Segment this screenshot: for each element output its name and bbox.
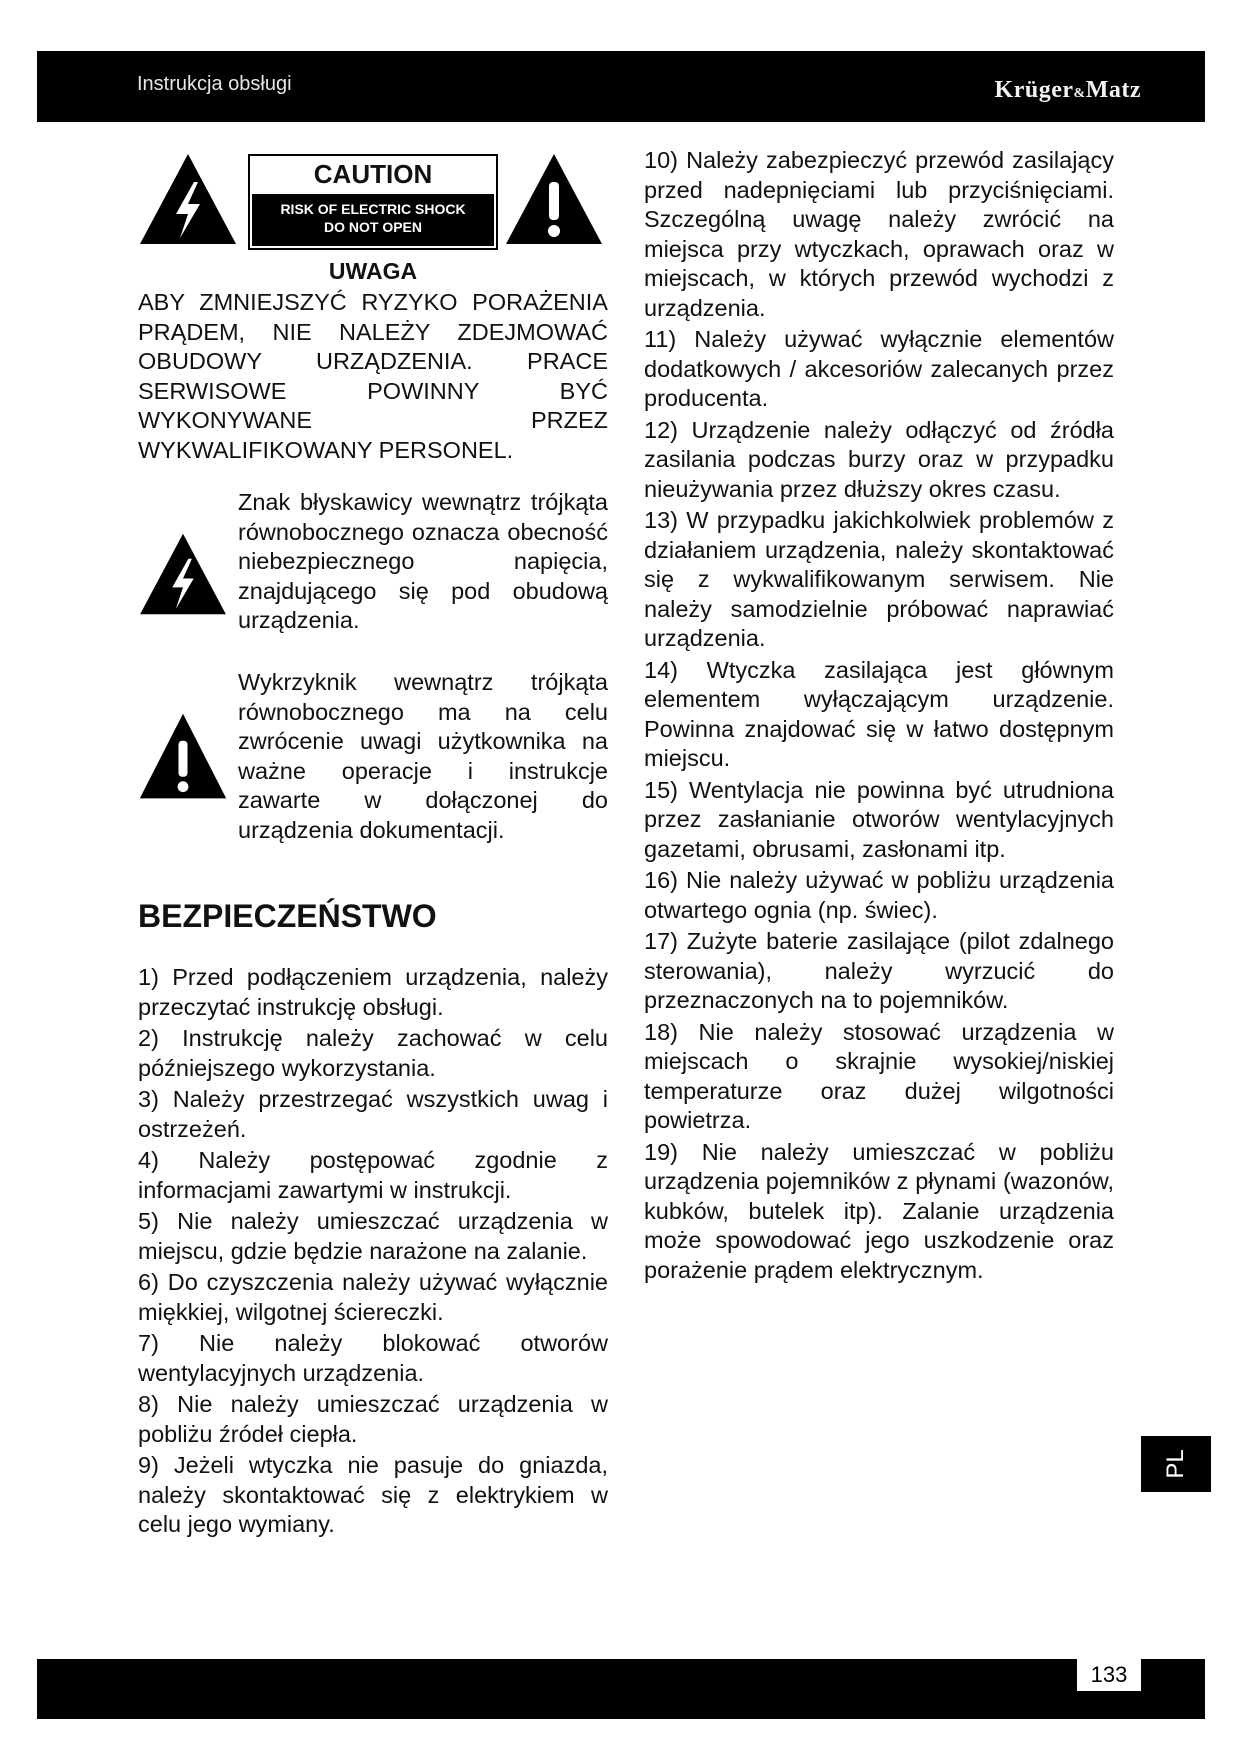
list-item: 11) Należy używać wyłącznie elementów dodatkowych / akcesoriów zalecanych przez producenta. [644, 326, 1114, 411]
footer-bar [37, 1659, 1205, 1719]
lightning-warning-icon [138, 152, 238, 246]
list-item: 13) W przypadku jakichkolwiek problemów z działaniem urządzenia, należy skontaktować się z wykwalifikowanym serwisem. Nie należy samodzielnie próbować naprawiać urządzenia. [644, 507, 1114, 651]
exclamation-description: Wykrzyknik wewnątrz trójkąta równobocznego ma na celu zwrócenie uwagi użytkownika na ważne operacje i instrukcje zawarte w dołączonej do urządzenia dokumentacji. [238, 669, 608, 843]
caution-heading: CAUTION [313, 159, 433, 189]
uwaga-title: UWAGA [328, 258, 418, 284]
document-title: Instrukcja obsługi [137, 73, 292, 95]
list-item: 3) Należy przestrzegać wszystkich uwag i ostrzeżeń. [138, 1086, 608, 1142]
list-item: 4) Należy postępować zgodnie z informacjami zawartymi w instrukcji. [138, 1147, 608, 1203]
list-item: 15) Wentylacja nie powinna być utrudniona przez zasłanianie otworów wentylacyjnych gazetami, obrusami, zasłonami itp. [644, 776, 1114, 862]
uwaga-text: ABY ZMNIEJSZYĆ RYZYKO PORAŻENIA PRĄDEM, NIE NALEŻY ZDEJMOWAĆ OBUDOWY URZĄDZENIA. PRACE SERWISOWE POWINNY BYĆ WYKONYWANE PRZEZ WYKWALIFIKOWANY PERSONEL. [138, 289, 608, 463]
list-item: 17) Zużyte baterie zasilające (pilot zdalnego sterowania), należy wyrzucić do przeznaczonych na to pojemników. [644, 928, 1114, 1013]
caution-box [248, 154, 498, 250]
list-item: 14) Wtyczka zasilająca jest głównym elementem wyłączającym urządzenie. Powinna znajdować się w łatwo dostępnym miejscu. [644, 656, 1114, 771]
header-bar [37, 51, 1205, 122]
list-item: 10) Należy zabezpieczyć przewód zasilający przed nadepnięciami lub przyciśnięciami. Szczególną uwagę należy zwrócić na miejsca przy wtyczkach, oprawach oraz w miejscach, w których przewód wychodzi z urządzenia. [644, 147, 1114, 321]
lightning-description: Znak błyskawicy wewnątrz trójkąta równobocznego oznacza obecność niebezpiecznego napięcia, znajdującego się pod obudową urządzenia. [238, 489, 608, 633]
caution-label [138, 150, 608, 246]
list-item: 5) Nie należy umieszczać urządzenia w miejscu, gdzie będzie narażone na zalanie. [138, 1208, 608, 1264]
list-item: 6) Do czyszczenia należy używać wyłącznie miękkiej, wilgotnej ściereczki. [138, 1269, 608, 1325]
list-item: 8) Nie należy umieszczać urządzenia w pobliżu źródeł ciepła. [138, 1391, 608, 1447]
language-tab [1141, 1436, 1211, 1492]
lightning-explanation [138, 488, 608, 638]
list-item: 12) Urządzenie należy odłączyć od źródła zasilania podczas burzy oraz w przypadku nieużywania przez dłuższy okres czasu. [644, 416, 1114, 502]
lightning-triangle-icon [138, 532, 228, 616]
exclamation-triangle-icon [138, 710, 228, 804]
list-item: 18) Nie należy stosować urządzenia w miejscach o skrajnie wysokiej/niskiej temperaturze oraz dużej wilgotności powietrza. [644, 1018, 1114, 1133]
list-item: 2) Instrukcję należy zachować w celu późniejszego wykorzystania. [138, 1025, 608, 1081]
exclamation-explanation [138, 668, 608, 848]
list-item: 19) Nie należy umieszczać w pobliżu urządzenia pojemników z płynami (wazonów, kubków, butelek itp). Zalanie urządzenia może spowodować jego uszkodzenie oraz porażenie prądem elektrycznym. [644, 1138, 1114, 1283]
list-item: 16) Nie należy używać w pobliżu urządzenia otwartego ognia (np. świec). [644, 867, 1114, 923]
brand-logo: Krüger&Matz [994, 77, 1141, 103]
list-item: 9) Jeżeli wtyczka nie pasuje do gniazda, należy skontaktować się z elektrykiem w celu jego wymiany. [138, 1452, 608, 1537]
exclamation-warning-icon [504, 152, 604, 246]
safety-list-right [644, 146, 1114, 1287]
list-item: 1) Przed podłączeniem urządzenia, należy przeczytać instrukcję obsługi. [138, 964, 608, 1020]
safety-heading: BEZPIECZEŃSTWO [138, 898, 437, 934]
language-label: PL [1162, 1449, 1189, 1479]
list-item: 7) Nie należy blokować otworów wentylacyjnych urządzenia. [138, 1330, 608, 1386]
caution-body: RISK OF ELECTRIC SHOCK DO NOT OPEN [252, 194, 494, 246]
safety-list-left [138, 963, 608, 1542]
page-number: 133 [1077, 1659, 1141, 1691]
